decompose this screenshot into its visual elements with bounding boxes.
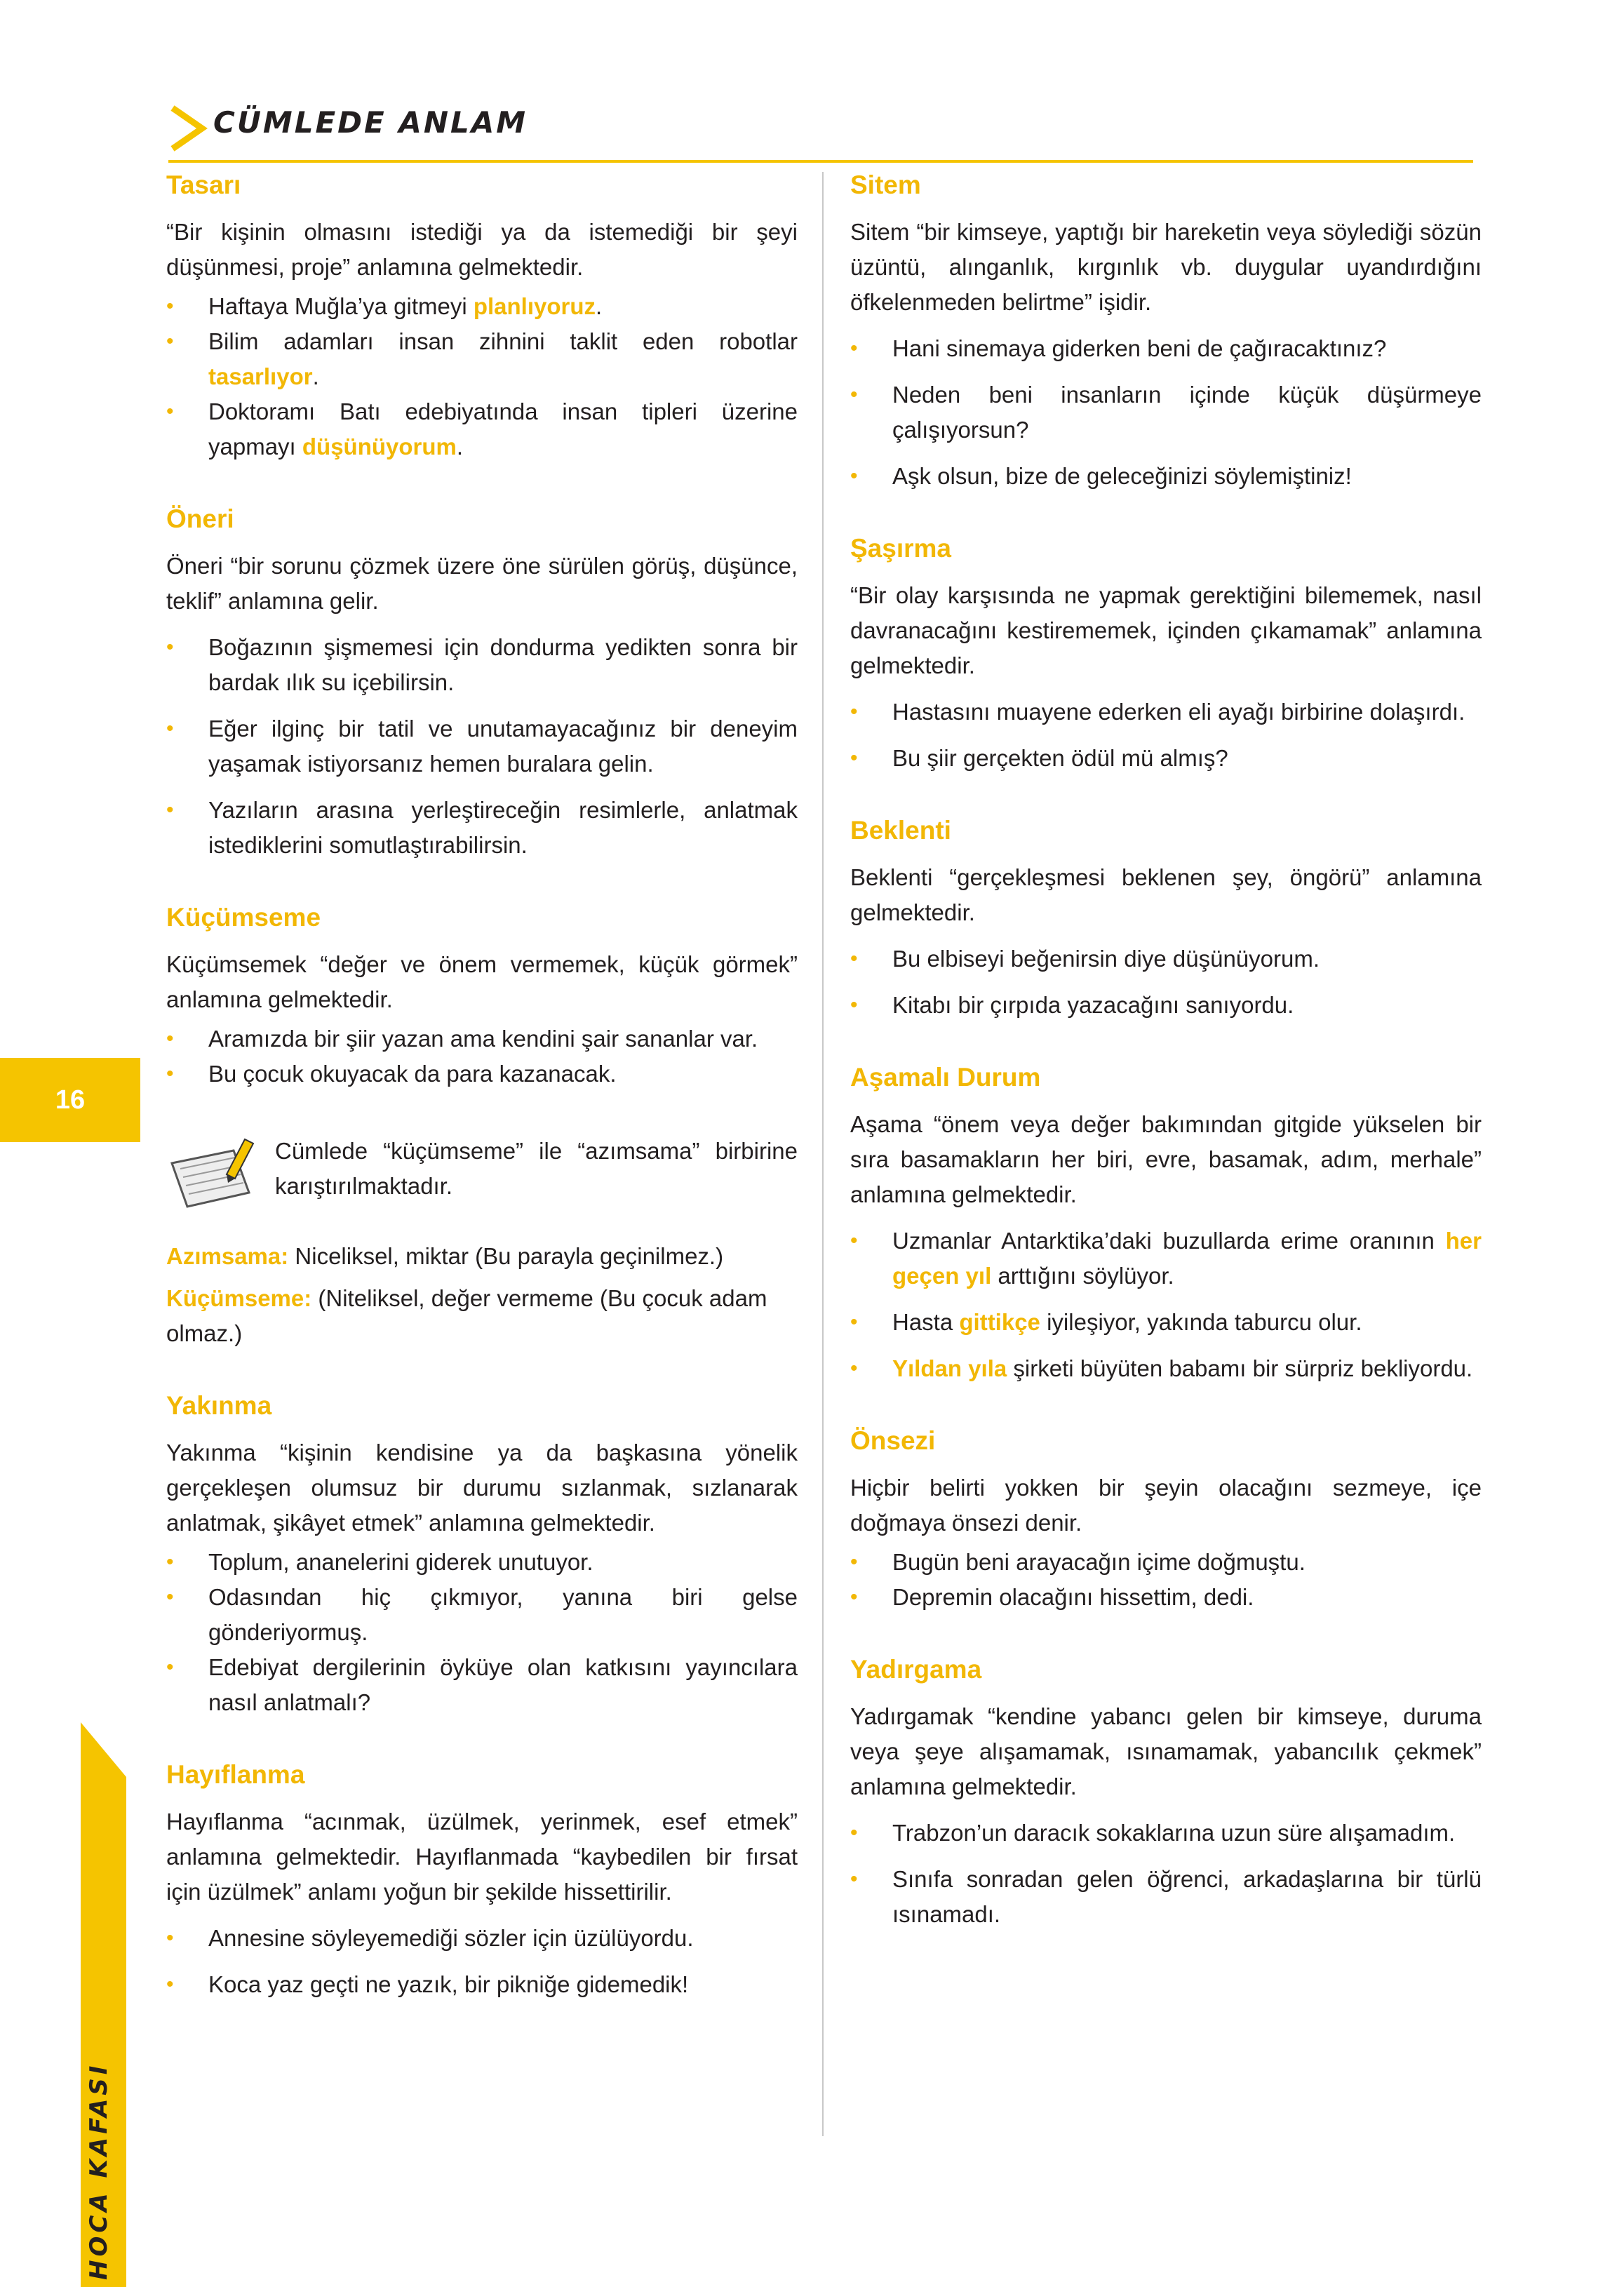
list-item: • Uzmanlar Antarktika’daki buzullarda erime oranının her geçen yıl arttığını söylüyor.	[850, 1223, 1482, 1294]
highlighted-word: her geçen yıl	[892, 1228, 1482, 1289]
bullet-icon: •	[850, 993, 858, 1017]
section-yakinma	[166, 1389, 798, 1720]
list-item: • Kitabı bir çırpıda yazacağını sanıyordu.	[850, 988, 1482, 1023]
bullet-icon: •	[850, 746, 858, 770]
section-definition: Hayıflanma “acınmak, üzülmek, yerinmek, esef etmek” anlamına gelmektedir. Hayıflanmada “kaybedilen bir fırsat için üzülmek” anlamı yoğun bir şekilde hissettirilir.	[166, 1809, 798, 1905]
list-item: • Hani sinemaya giderken beni de çağıracaktınız?	[850, 331, 1482, 366]
list-item: • Odasından hiç çıkmıyor, yanına biri gelse gönderiyormuş.	[166, 1580, 798, 1650]
section-definition: “Bir olay karşısında ne yapmak gerektiğini bilememek, nasıl davranacağını kestirememek, içinden çıkamamak” anlamına gelmektedir.	[850, 582, 1482, 678]
section-kucumseme	[166, 901, 798, 1351]
bullet-icon: •	[850, 1867, 858, 1891]
header-rule	[168, 160, 1473, 163]
bullet-icon: •	[166, 1027, 174, 1050]
section-sasirma	[850, 532, 1482, 776]
highlighted-word: Yıldan yıla	[892, 1355, 1007, 1381]
bullet-icon: •	[850, 383, 858, 406]
section-definition: Sitem “bir kimseye, yaptığı bir hareketin veya söylediği sözün üzüntü, alınganlık, kırgınlık vb. duygular uyandırdığını öfkelenmeden belirtme” işidir.	[850, 219, 1482, 315]
notebook-pencil-icon	[166, 1134, 257, 1211]
chevron-right-icon	[168, 104, 208, 153]
bullet-icon: •	[850, 1310, 858, 1334]
section-definition: Hiçbir belirti yokken bir şeyin olacağını sezmeye, içe doğmaya önsezi denir.	[850, 1475, 1482, 1536]
bullet-icon: •	[166, 1973, 174, 1996]
bullet-icon: •	[850, 700, 858, 723]
bullet-icon: •	[166, 717, 174, 740]
highlighted-word: düşünüyorum	[302, 434, 457, 460]
section-heading: Hayıflanma	[166, 1760, 305, 1789]
list-item: • Toplum, ananelerini giderek unutuyor.	[166, 1545, 798, 1580]
section-definition: Öneri “bir sorunu çözmek üzere öne sürülen görüş, düşünce, teklif” anlamına gelir.	[166, 553, 798, 614]
list-item: • Bu elbiseyi beğenirsin diye düşünüyorum.	[850, 941, 1482, 977]
section-heading: Şaşırma	[850, 534, 951, 563]
brand-sidebar	[81, 1722, 126, 2287]
highlighted-word: gittikçe	[959, 1309, 1040, 1335]
highlighted-word: planlıyoruz	[473, 293, 596, 319]
bullet-icon: •	[166, 1550, 174, 1574]
bullet-icon: •	[850, 1357, 858, 1380]
page-header	[168, 98, 1473, 163]
section-yadirgama	[850, 1653, 1482, 1932]
section-heading: Yakınma	[166, 1391, 272, 1420]
page-number-tab	[0, 1058, 140, 1142]
list-item: • Neden beni insanların içinde küçük düşürmeye çalışıyorsun?	[850, 377, 1482, 448]
list-item: • Haftaya Muğla’ya gitmeyi planlıyoruz.	[166, 289, 798, 324]
right-column	[850, 168, 1482, 1932]
bullet-icon: •	[850, 947, 858, 970]
list-item: • Yazıların arasına yerleştireceğin resimlerle, anlatmak istediklerini somutlaştırabilirsin.	[166, 793, 798, 863]
section-beklenti	[850, 814, 1482, 1023]
list-item: • Koca yaz geçti ne yazık, bir pikniğe gidemedik!	[166, 1967, 798, 2002]
column-divider	[822, 172, 824, 2136]
definition-kucumseme: Küçümseme: (Niteliksel, değer vermeme (Bu çocuk adam olmaz.)	[166, 1285, 767, 1346]
list-item: • Eğer ilginç bir tatil ve unutamayacağınız bir deneyim yaşamak istiyorsanız hemen buralara gelin.	[166, 711, 798, 782]
bullet-icon: •	[850, 1550, 858, 1574]
section-definition: Yakınma “kişinin kendisine ya da başkasına yönelik gerçekleşen olumsuz bir durumu sızlanmak, sızlanarak anlatmak, şikâyet etmek” anlamına gelmektedir.	[166, 1440, 798, 1536]
section-sitem	[850, 168, 1482, 494]
highlighted-word: tasarlıyor	[208, 363, 313, 389]
section-oneri	[166, 502, 798, 863]
brand-label: HOCA KAFASI	[85, 2062, 113, 2280]
list-item: • Aramızda bir şiir yazan ama kendini şair sananlar var.	[166, 1021, 798, 1057]
list-item: • Depremin olacağını hissettim, dedi.	[850, 1580, 1482, 1615]
list-item: • Hastasını muayene ederken eli ayağı birbirine dolaşırdı.	[850, 695, 1482, 730]
section-heading: Küçümseme	[166, 903, 321, 932]
section-heading: Önsezi	[850, 1426, 936, 1455]
bullet-icon: •	[166, 1926, 174, 1950]
bullet-icon: •	[850, 464, 858, 488]
note-box	[166, 1134, 798, 1211]
list-item: • Annesine söyleyemediği sözler için üzülüyordu.	[166, 1921, 798, 1956]
note-text: Cümlede “küçümseme” ile “azımsama” birbirine karıştırılmaktadır.	[275, 1138, 798, 1199]
list-item: • Boğazının şişmemesi için dondurma yedikten sonra bir bardak ılık su içebilirsin.	[166, 630, 798, 700]
bullet-icon: •	[850, 1585, 858, 1609]
list-item: • Bugün beni arayacağın içime doğmuştu.	[850, 1545, 1482, 1580]
section-heading: Öneri	[166, 504, 234, 533]
section-definition: Yadırgamak “kendine yabancı gelen bir kimseye, duruma veya şeye alışamamak, ısınamamak, yabancılık çekmek” anlamına gelmektedir.	[850, 1703, 1482, 1799]
section-heading: Yadırgama	[850, 1655, 982, 1684]
list-item: • Yıldan yıla şirketi büyüten babamı bir sürpriz bekliyordu.	[850, 1351, 1482, 1386]
section-definition: Küçümsemek “değer ve önem vermemek, küçük görmek” anlamına gelmektedir.	[166, 951, 798, 1012]
list-item: • Aşk olsun, bize de geleceğinizi söylemiştiniz!	[850, 459, 1482, 494]
bullet-icon: •	[166, 400, 174, 423]
list-item: • Bilim adamları insan zihnini taklit eden robotlar tasarlıyor.	[166, 324, 798, 394]
page-number: 16	[55, 1085, 86, 1115]
left-column	[166, 168, 798, 2002]
section-definition: “Bir kişinin olmasını istediği ya da istemediği bir şeyi düşünmesi, proje” anlamına gelmektedir.	[166, 219, 798, 280]
list-item: • Hasta gittikçe iyileşiyor, yakında taburcu olur.	[850, 1305, 1482, 1340]
bullet-icon: •	[166, 330, 174, 353]
note-definitions	[166, 1239, 798, 1351]
section-heading: Beklenti	[850, 816, 951, 845]
section-tasari	[166, 168, 798, 464]
list-item: • Doktoramı Batı edebiyatında insan tipleri üzerine yapmayı düşünüyorum.	[166, 394, 798, 464]
bullet-icon: •	[166, 636, 174, 659]
list-item: • Edebiyat dergilerinin öyküye olan katkısını yayıncılara nasıl anlatmalı?	[166, 1650, 798, 1720]
section-onsezi	[850, 1424, 1482, 1615]
bullet-icon: •	[166, 1062, 174, 1085]
section-definition: Beklenti “gerçekleşmesi beklenen şey, öngörü” anlamına gelmektedir.	[850, 864, 1482, 925]
bullet-icon: •	[850, 337, 858, 360]
chapter-title: CÜMLEDE ANLAM	[213, 105, 528, 140]
section-heading: Aşamalı Durum	[850, 1063, 1041, 1092]
section-definition: Aşama “önem veya değer bakımından gitgide yükselen bir sıra basamakların her biri, evre, basamak, adım, merhale” anlamına gelmektedir.	[850, 1111, 1482, 1207]
list-item: • Bu şiir gerçekten ödül mü almış?	[850, 741, 1482, 776]
section-hayiflanma	[166, 1758, 798, 2002]
bullet-icon: •	[166, 798, 174, 821]
bullet-icon: •	[166, 1585, 174, 1609]
list-item: • Sınıfa sonradan gelen öğrenci, arkadaşlarına bir türlü ısınamadı.	[850, 1862, 1482, 1932]
bullet-icon: •	[166, 295, 174, 318]
list-item: • Bu çocuk okuyacak da para kazanacak.	[166, 1057, 798, 1092]
bullet-icon: •	[850, 1229, 858, 1252]
section-asamali-durum	[850, 1061, 1482, 1386]
section-heading: Sitem	[850, 170, 921, 199]
bullet-icon: •	[166, 1656, 174, 1679]
definition-azimsama: Azımsama: Niceliksel, miktar (Bu parayla geçinilmez.)	[166, 1243, 724, 1269]
section-heading: Tasarı	[166, 170, 241, 199]
bullet-icon: •	[850, 1821, 858, 1844]
list-item: • Trabzon’un daracık sokaklarına uzun süre alışamadım.	[850, 1816, 1482, 1851]
